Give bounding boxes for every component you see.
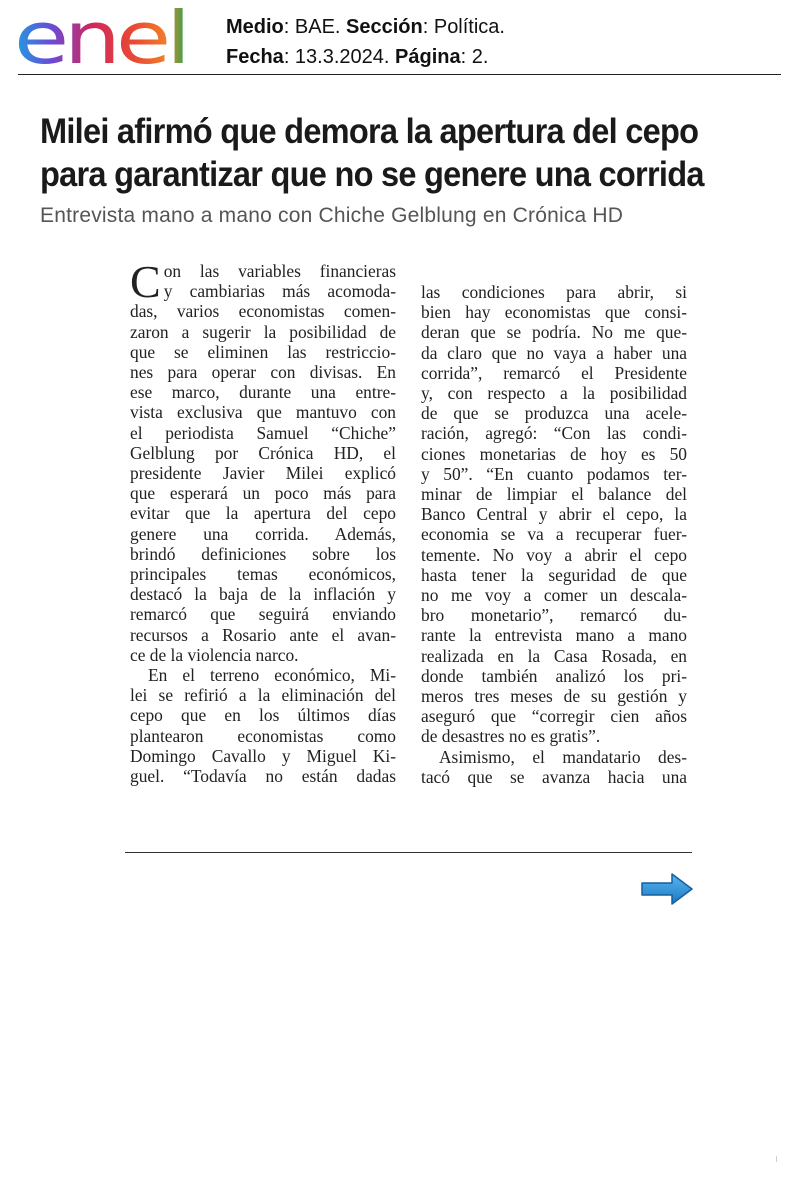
article-text-line: y, con respecto a la posibilidad — [421, 383, 687, 404]
medio-label: Medio — [226, 16, 284, 38]
article-text-line: zaron a sugerir la posibilidad de — [130, 321, 396, 342]
article-text-line: En el terreno económico, Mi- — [148, 665, 396, 686]
article-text-line: on las variables financieras — [163, 261, 396, 281]
article-text-line: recursos a Rosario ante el avan- — [130, 624, 396, 645]
header-divider — [18, 74, 781, 75]
article-text-line: vista exclusiva que mantuvo con — [130, 402, 396, 423]
article-text-line: realizada en la Casa Rosada, en — [421, 645, 687, 666]
article-text-line: destacó la baja de la inflación y — [130, 584, 396, 605]
article-text-line: meros tres meses de su gestión y — [421, 686, 687, 707]
article-text-line: ce de la violencia narco. — [130, 644, 299, 665]
enel-logo — [14, 5, 192, 71]
article-text-line: no me voy a comer un descala- — [421, 585, 687, 606]
article-text-line: lei se refirió a la eliminación del — [130, 685, 396, 706]
article-text-line: el periodista Samuel “Chiche” — [130, 422, 396, 443]
article-subheadline: Entrevista mano a mano con Chiche Gelblung en Crónica HD — [40, 204, 624, 227]
article-bottom-divider — [125, 852, 692, 853]
article-text-line: economia se va a recuperar fuer- — [421, 524, 687, 545]
article-text-line: guel. “Todavía no están dadas — [130, 766, 396, 787]
article-text-line: Domingo Cavallo y Miguel Ki- — [130, 745, 396, 766]
article-text-line: tacó que se avanza hacia una — [421, 766, 687, 787]
article-text-line: que se eliminen las restriccio- — [130, 341, 396, 362]
article-text-line: rante la entrevista mano a mano — [421, 625, 687, 646]
article-text-line: presidente Javier Milei explicó — [130, 463, 396, 484]
article-text-line: y 50”. “En cuanto podamos ter- — [421, 463, 687, 484]
article-text-line: Gelblung por Crónica HD, el — [130, 442, 396, 463]
meta-line-1 — [226, 12, 505, 42]
seccion-label: Sección — [346, 16, 423, 38]
article-column-right — [421, 282, 687, 787]
article-text-line: Banco Central y abrir el cepo, la — [421, 504, 687, 525]
pagina-label: Página — [395, 46, 461, 68]
headline-line-1: Milei afirmó que demora la apertura del cepo — [40, 112, 699, 151]
article-text-line: aseguró que “corregir cien años — [421, 706, 687, 727]
clipping-meta — [226, 12, 505, 72]
article-text-line: das, varios economistas comen- — [130, 301, 396, 322]
drop-cap: C — [130, 256, 161, 307]
arrow-right-icon[interactable] — [640, 872, 694, 906]
seccion-value: : Política. — [422, 16, 505, 38]
article-text-line: y cambiarias más acomoda- — [163, 281, 396, 302]
article-text-line: temente. No voy a abrir el cepo — [421, 544, 687, 565]
article-text-line: hasta tener la seguridad de que — [421, 564, 687, 585]
article-text-line: Asimismo, el mandatario des- — [439, 746, 687, 767]
scan-mark — [776, 1156, 777, 1162]
medio-value: : BAE. — [283, 16, 347, 38]
meta-line-2 — [226, 42, 505, 72]
fecha-value: : 13.3.2024. — [283, 46, 396, 68]
article-text-line: da claro que no vaya a haber una — [421, 342, 687, 363]
article-text-line: remarcó que seguirá enviando — [130, 604, 396, 625]
article-text-line: genere una corrida. Además, — [130, 523, 396, 544]
article-headline — [40, 110, 728, 196]
article-text-line: evitar que la apertura del cepo — [130, 503, 396, 524]
article-text-line: cepo que en los últimos días — [130, 705, 396, 726]
article-text-line: donde también analizó los pri- — [421, 665, 687, 686]
article-text-line: deran que se podría. No me que- — [421, 322, 687, 343]
headline-line-2: para garantizar que no se genere una corrida — [40, 155, 704, 194]
svg-text:enel: enel — [14, 5, 187, 71]
clipping-header — [0, 0, 800, 80]
article-text-line: ese marco, durante una entre- — [130, 382, 396, 403]
article-text-line: bro monetario”, remarcó du- — [421, 605, 687, 626]
fecha-label: Fecha — [226, 46, 284, 68]
article-text-line: minar de limpiar el balance del — [421, 484, 687, 505]
article-text-line: ración, agregó: “Con las condi- — [421, 423, 687, 444]
article-text-line: ciones monetarias de hoy es 50 — [421, 443, 687, 464]
article-text-line: bien hay economistas que consi- — [421, 302, 687, 323]
article-text-line: de desastres no es gratis”. — [421, 726, 601, 747]
article-text-line: plantearon economistas como — [130, 725, 396, 746]
article-text-line: principales temas económicos, — [130, 564, 396, 585]
article-column-left — [130, 256, 396, 787]
article-text-line: nes para operar con divisas. En — [130, 362, 396, 383]
article-text-line: corrida”, remarcó el Presidente — [421, 362, 687, 383]
article-text-line: brindó definiciones sobre los — [130, 543, 396, 564]
article-text-line: las condiciones para abrir, si — [421, 282, 687, 302]
article-text-line: que esperará un poco más para — [130, 483, 396, 504]
article-text-line: de que se produzca una acele- — [421, 403, 687, 424]
pagina-value: : 2. — [460, 46, 489, 68]
